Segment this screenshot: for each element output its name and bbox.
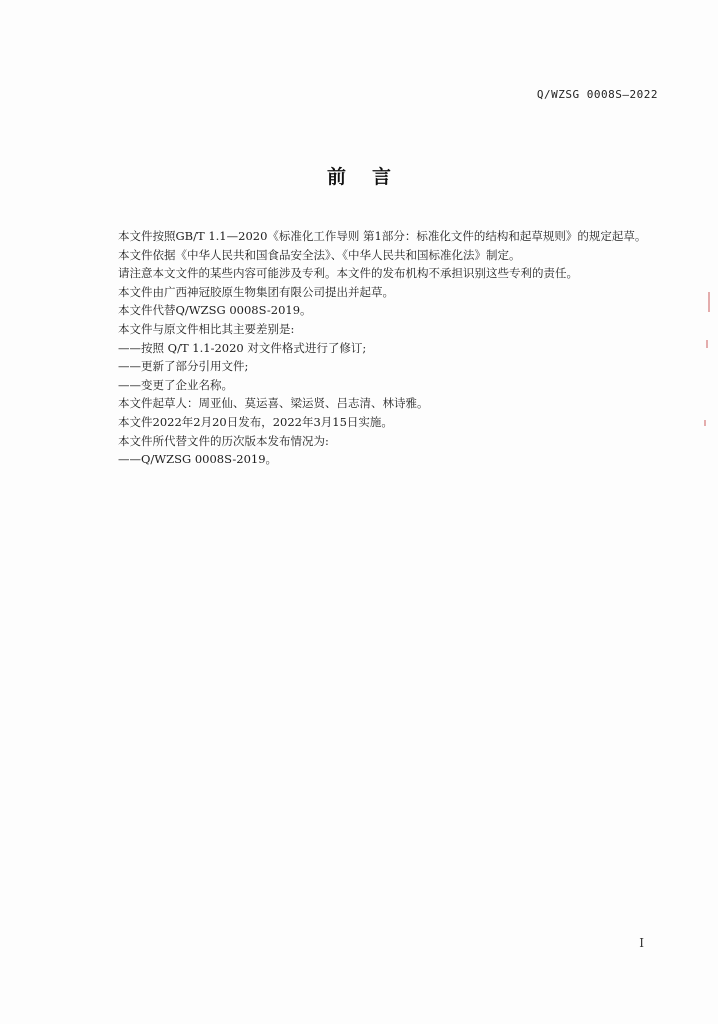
section-title: 前言: [326, 166, 417, 188]
paragraph-drafters: 本文件起草人：周亚仙、莫运喜、梁运贤、吕志清、林诗雅。: [118, 396, 429, 411]
list-item-history: ——Q/WZSG 0008S-2019。: [118, 452, 278, 467]
paragraph-proposer: 本文件由广西神冠胶原生物集团有限公司提出并起草。: [118, 284, 394, 299]
list-item-difference: ——按照 Q/T 1.1-2020 对文件格式进行了修订;: [118, 340, 367, 355]
paragraph-patent-notice: 请注意本文文件的某些内容可能涉及专利。本文件的发布机构不承担识别这些专利的责任。: [118, 266, 578, 281]
list-item-difference: ——更新了部分引用文件;: [118, 359, 249, 374]
scan-artifact: [708, 292, 710, 312]
paragraph-replaces: 本文件代替Q/WZSG 0008S-2019。: [118, 303, 312, 318]
paragraph-differences-intro: 本文件与原文件相比其主要差别是:: [118, 321, 295, 336]
document-code: Q/WZSG 0008S—2022: [536, 88, 658, 101]
scan-artifact: [706, 340, 708, 348]
list-item-difference: ——变更了企业名称。: [118, 377, 233, 392]
scan-artifact: [704, 420, 706, 426]
paragraph-drafting-rules: 本文件按照GB/T 1.1—2020《标准化工作导则 第1部分：标准化文件的结构和起草规则》的规定起草。: [118, 229, 647, 243]
paragraph-legal-basis: 本文件依据《中华人民共和国食品安全法》、《中华人民共和国标准化法》制定。: [118, 247, 521, 262]
page-number: I: [639, 936, 644, 950]
foreword-body: [84, 227, 664, 469]
paragraph-history-intro: 本文件所代替文件的历次版本发布情况为:: [118, 433, 329, 448]
paragraph-dates: 本文件2022年2月20日发布，2022年3月15日实施。: [118, 414, 393, 429]
